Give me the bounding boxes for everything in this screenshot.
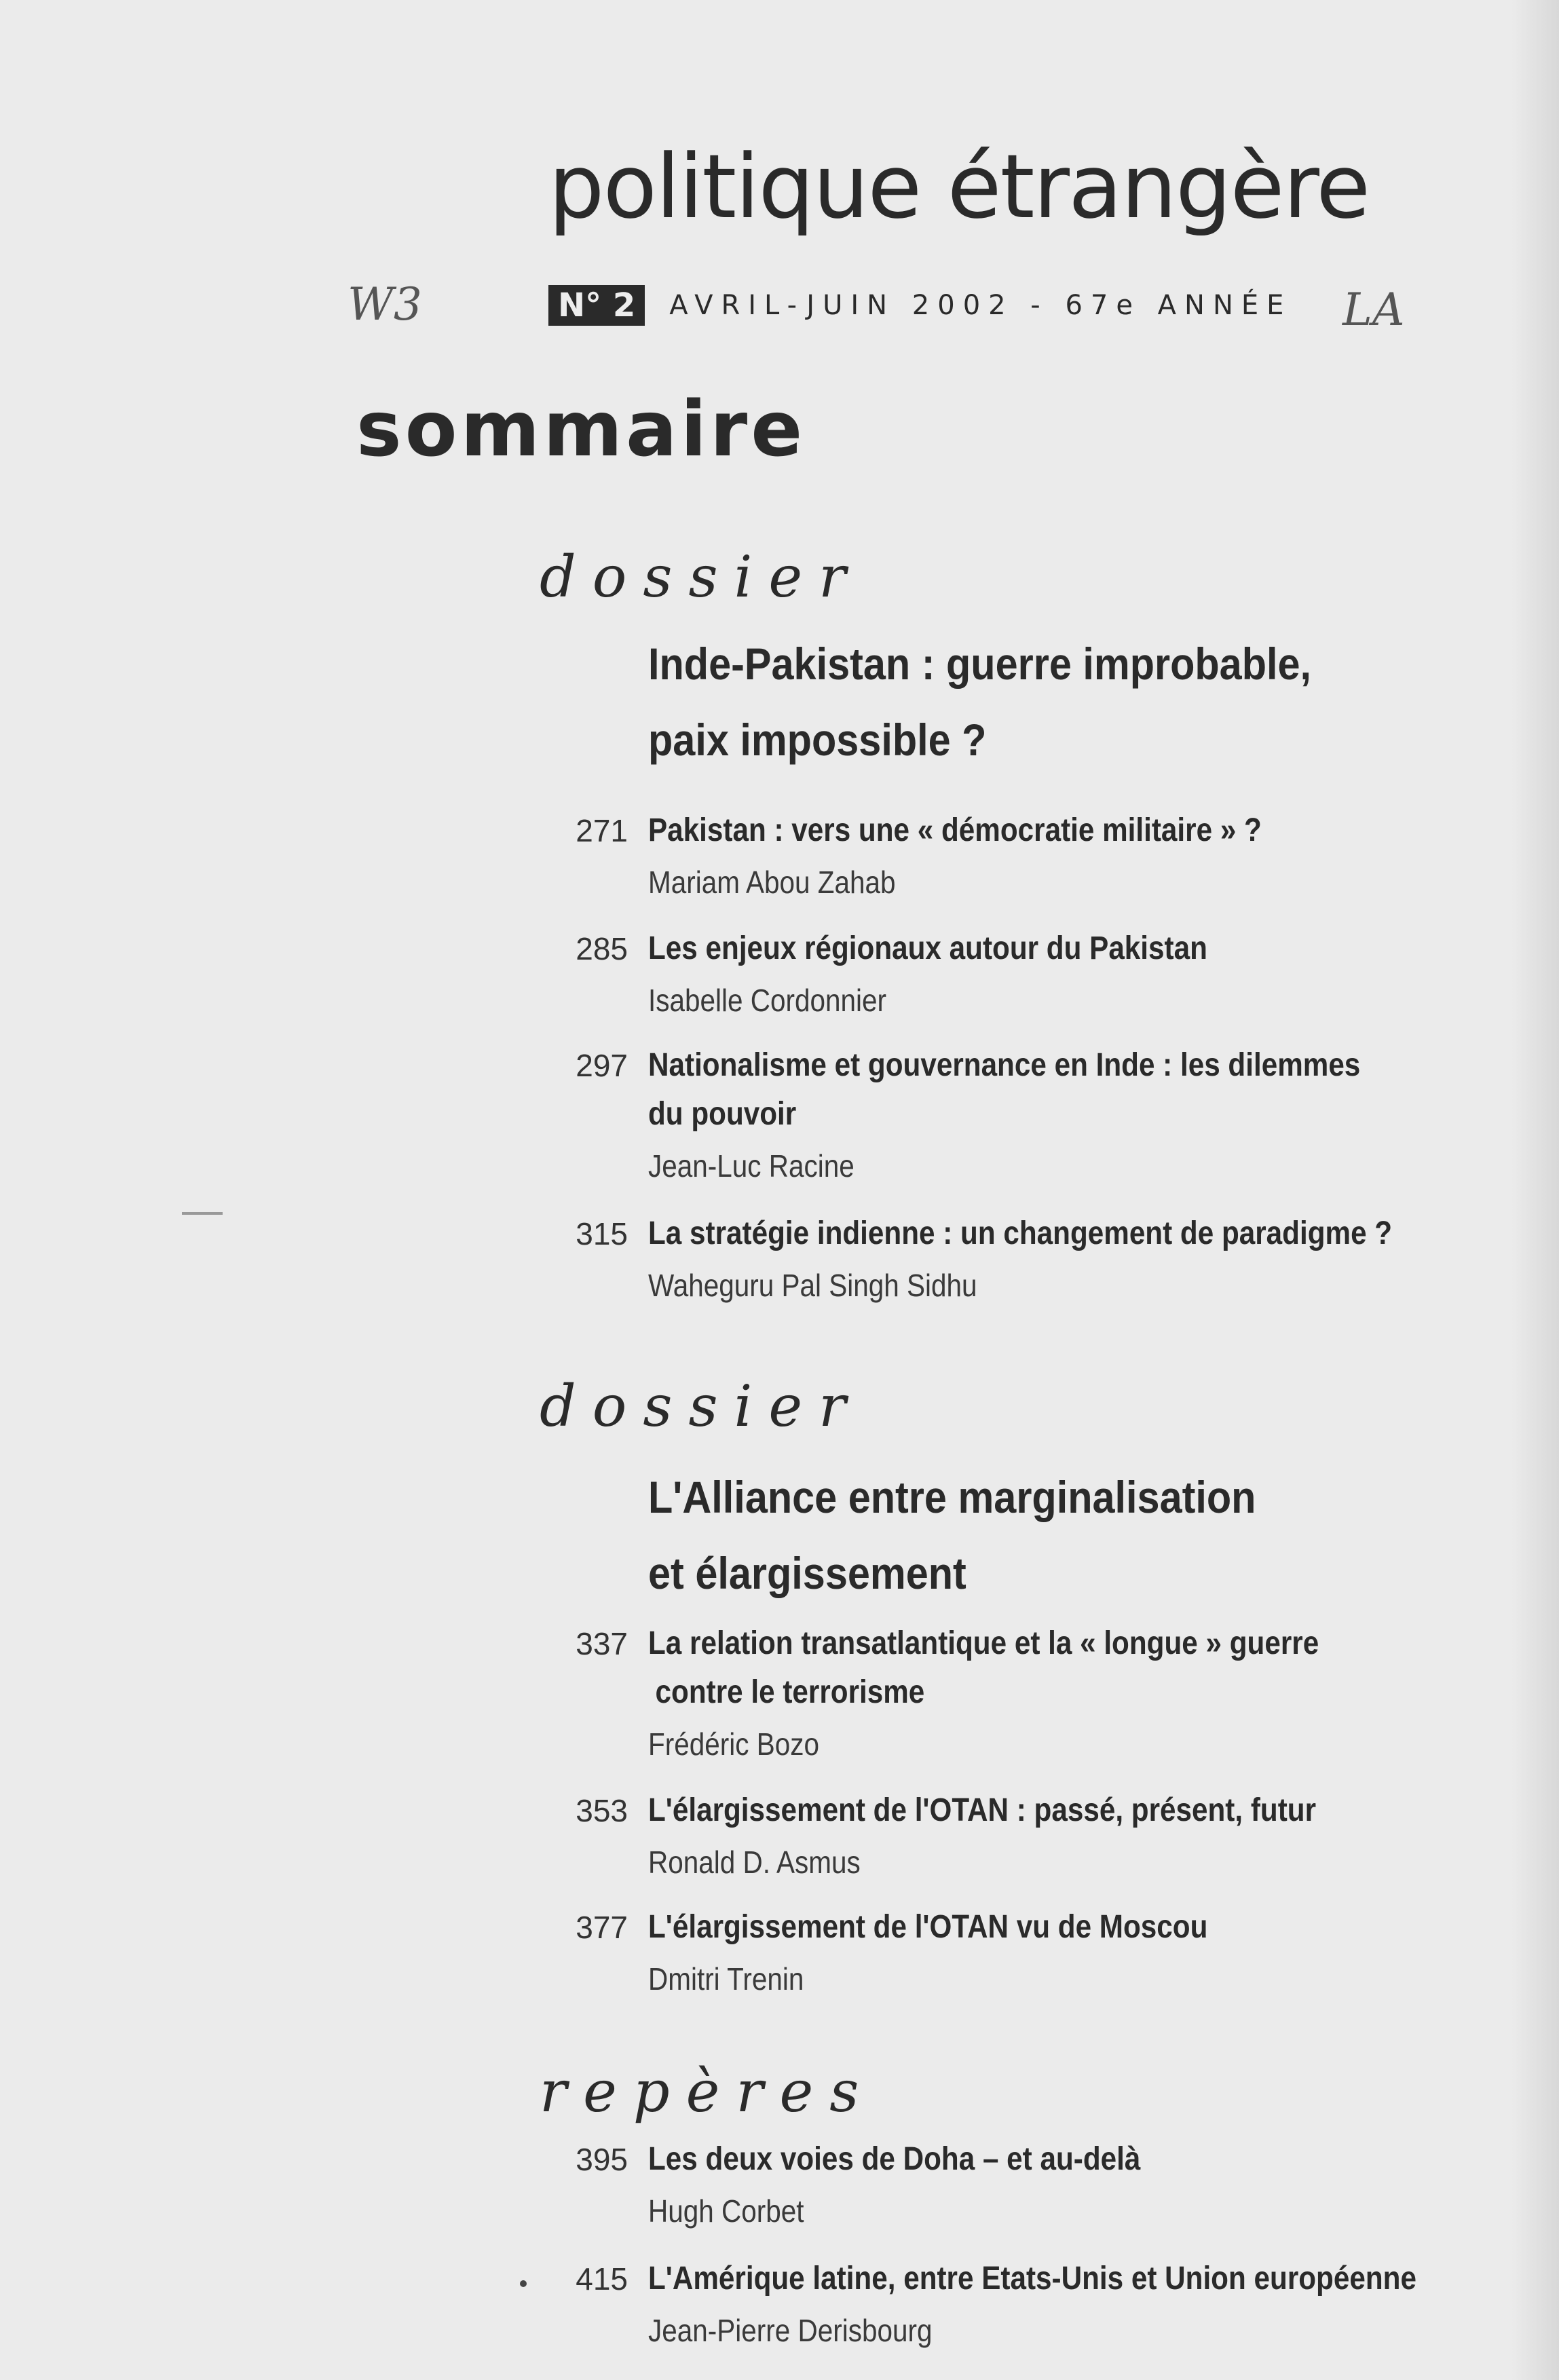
dossier-title-2 [648,1459,1406,1611]
article-author: Mariam Abou Zahab [648,865,896,900]
section-label-dossier-2: dossier [540,1373,863,1439]
page-number: 415 [576,2261,628,2297]
article-title: L'élargissement de l'OTAN : passé, présent, futur [648,1792,1317,1828]
handwritten-note-right: LA [1342,284,1405,336]
dossier-title-line: et élargissement [648,1548,966,1598]
article-author: Frédéric Bozo [648,1726,819,1762]
article-title: Les deux voies de Doha – et au-delà [648,2141,1141,2177]
handwritten-note-left: W3 [348,278,422,330]
article-author: Ronald D. Asmus [648,1845,861,1880]
dossier-title-line: paix impossible ? [648,715,987,765]
article-author: Isabelle Cordonnier [648,983,887,1018]
page-number: 377 [576,1910,628,1945]
page-number: 271 [576,813,628,848]
article-author: Jean-Luc Racine [648,1148,854,1184]
section-label-dossier-1: dossier [540,544,863,610]
article-title: Les enjeux régionaux autour du Pakistan [648,930,1207,966]
article-title: Pakistan : vers une « démocratie militaire » ? [648,812,1262,848]
journal-title: politique étrangère [548,135,1370,238]
issue-line [548,280,1292,331]
page-number: 297 [576,1048,628,1083]
article-title: L'Amérique latine, entre Etats-Unis et Union européenne [648,2261,1416,2297]
page-number: 315 [576,1216,628,1251]
page-number: 353 [576,1793,628,1828]
issue-number-badge: N° 2 [548,285,645,326]
page-number: 285 [576,931,628,966]
article-title-continued: du pouvoir [648,1096,797,1132]
article-title: Nationalisme et gouvernance en Inde : les dilemmes [648,1047,1361,1083]
dossier-title-line: Inde-Pakistan : guerre improbable, [648,639,1312,689]
article-title-continued: contre le terrorisme [655,1674,925,1710]
margin-mark [182,1212,223,1215]
section-label-reperes: repères [540,2058,876,2125]
article-title: L'élargissement de l'OTAN vu de Moscou [648,1909,1208,1945]
article-title: La stratégie indienne : un changement de paradigme ? [648,1215,1393,1251]
article-title: La relation transatlantique et la « longue » guerre [648,1625,1319,1661]
article-author: Dmitri Trenin [648,1961,804,1997]
stray-dot [520,2280,527,2287]
page-number: 337 [576,1626,628,1661]
page-number: 395 [576,2142,628,2177]
article-author: Hugh Corbet [648,2193,804,2229]
toc-heading: sommaire [356,385,806,474]
article-author: Waheguru Pal Singh Sidhu [648,1268,977,1303]
dossier-title-1 [648,626,1406,778]
article-author: Jean-Pierre Derisbourg [648,2313,933,2348]
dossier-title-line: L'Alliance entre marginalisation [648,1472,1256,1522]
issue-date: AVRIL-JUIN 2002 - 67e ANNÉE [669,290,1292,321]
page-edge-shadow [1511,0,1559,2380]
